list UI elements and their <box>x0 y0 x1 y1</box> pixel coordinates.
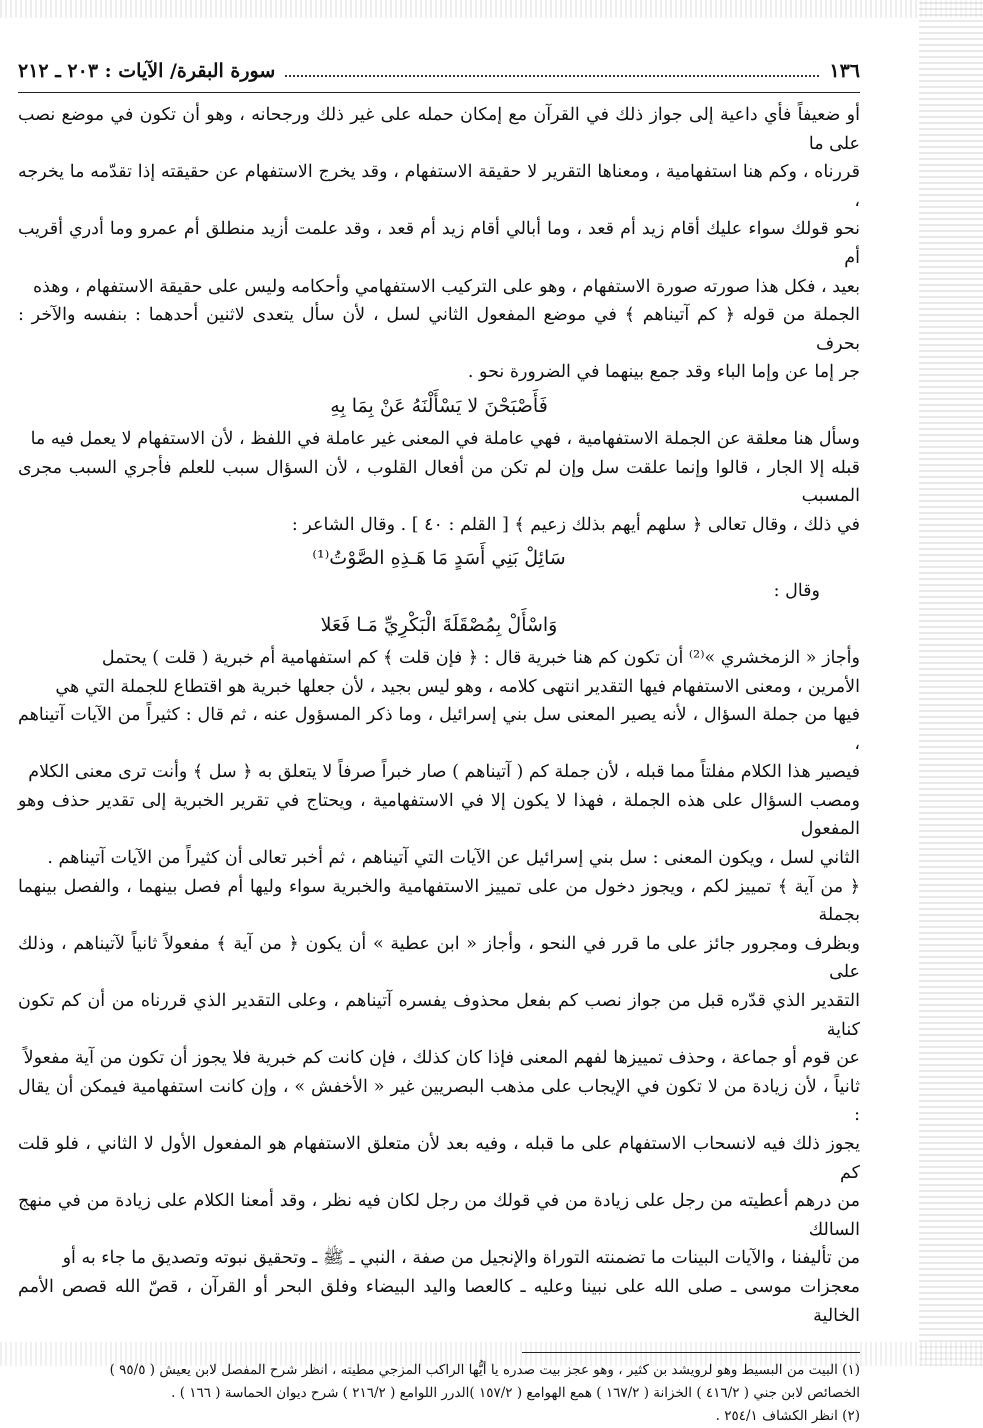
text-line: الجملة من قوله ﴿ كم آتيناهم ﴾ في موضع المفعول الثاني لسل ، لأن سأل يتعدى لاثنين أحدهما : بنفسه والآخر : بحرف <box>18 305 860 354</box>
body-paragraph-1 <box>18 101 860 387</box>
text-line: التقدير الذي قدّره قبل من جواز نصب كم بفعل محذوف يفسره آتيناهم ، وعلى التقدير الذي قررناه من أن كم تكون كناية <box>18 991 860 1040</box>
running-header <box>18 56 860 93</box>
text-line: وبظرف ومجرور جائز على ما قرر في النحو ، وأجاز « ابن عطية » أن يكون ﴿ من آية ﴾ مفعولاً ثانياً لآتيناهم ، وذلك على <box>18 933 860 983</box>
text-line: بعيد ، فكل هذا صورته صورة الاستفهام ، وهو على التركيب الاستفهامي وأحكامه وليس على حقيقة الاستفهام ، وهذه <box>32 276 860 297</box>
wa-qala-line: وقال : <box>773 581 820 602</box>
text-line: أو ضعيفاً فأي داعية إلى جواز ذلك في القرآن مع إمكان حمله على غير ذلك ورجحانه ، وهو أن تكون في موضع نصب على ما <box>18 105 860 154</box>
text-line: يجوز ذلك فيه لانسحاب الاستفهام على ما قبله ، وفيه بعد لأن متعلق الاستفهام هو المفعول الأول لا الثاني ، فلو قلت كم <box>18 1134 860 1183</box>
text-line: ثانياً ، لأن زيادة من لا تكون في الإيجاب على مذهب البصريين غير « الأخفش » ، وإن كانت استفهامية فيمكن أن يقال : <box>18 1076 860 1126</box>
text-line: قبله إلا الجار ، قالوا وإنما علقت سل وإن لم تكن من أفعال القلوب ، لأن السؤال سبب للعلم فأجري السبب مجرى المسبب <box>18 457 860 507</box>
text-line: معجزات موسى ـ صلى الله على نبينا وعليه ـ كالعصا واليد البيضاء وفلق البحر أو القرآن ، قصّ الله قصص الأمم الخالية <box>18 1276 860 1326</box>
text-line: في ذلك ، وقال تعالى ﴿ سلهم أيهم بذلك زعيم ﴾ [ القلم : ٤٠ ] . وقال الشاعر : <box>291 514 860 535</box>
text-line: جر إما عن وإما الباء وقد جمع بينهما في الضرورة نحو . <box>467 362 860 383</box>
text-line: الأمرين ، ومعنى الاستفهام فيها التقدير انتهى كلامه ، وهو ليس بجيد ، لأن جعلها خبرية هو اقتطاع للجملة التي هي <box>55 676 860 697</box>
text-line: من تأليفنا ، والآيات البينات ما تضمنته التوراة والإنجيل من صفة ، النبي ـ ﷺ ـ وتحقيق نبوته وتصديق ما جاء به أو <box>62 1248 860 1269</box>
text-line: من درهم أعطيته من رجل على زيادة من في قولك من رجل لكان فيه نظر ، وقد أمعنا الكلام على زيادة من في منهج السالك <box>18 1191 860 1240</box>
page-number: ١٣٦ <box>829 60 860 82</box>
text-line: الثاني لسل ، ويكون المعنى : سل بني إسرائيل عن الآيات التي آتيناهم ، ثم أخبر تعالى أن كثيراً من الآيات آتيناهم . <box>47 848 860 869</box>
footnote-line: (٢) انظر الكشاف ٢٥٤/١ . <box>715 1408 860 1425</box>
scan-edge-right <box>919 0 983 1366</box>
scan-edge-top <box>0 0 983 18</box>
text-line: ومصب السؤال على هذه الجملة ، فهذا لا يكون إلا في الاستفهامية ، ويحتاج في تقرير الخبرية إلى تقدير حذف وهو المفعول <box>18 790 860 840</box>
poetry-verse-2: سَائِلْ بَنِي أَسَدٍ مَا هَـذِهِ الصَّوْتُ⁽¹⁾ <box>312 547 566 570</box>
footnote-separator <box>522 1352 860 1353</box>
header-dot-leader <box>285 65 819 77</box>
body-paragraph-2 <box>18 425 860 539</box>
footnote-line: (١) البيت من البسيط وهو لرويشد بن كثير ، وهو عجز بيت صدره يا أيُّها الراكب المزجي مطيته ، انظر شرح المفصل لابن يعيش ( ٩٥/٥ ) <box>109 1362 860 1379</box>
text-line: نحو قولك سواء عليك أقام زيد أم قعد ، وما أبالي أقام زيد أم قعد ، وقد علمت أزيد منطلق أم عمرو وما أدري أقريب أم <box>18 219 860 268</box>
poetry-verse-1: فَأَصْبَحْنَ لا يَسْأَلْنَهُ عَنْ بِمَا بِهِ <box>330 394 548 417</box>
poetry-verse-3: وَاسْأَلْ بِمُصْقَلَةَ الْبَكْرِيِّ مَـا فَعَلا <box>320 613 558 636</box>
text-line: وأجاز « الزمخشري »⁽²⁾ أن تكون كم هنا خبرية قال : ﴿ فإن قلت ﴾ كم استفهامية أم خبرية ( قلت ) يحتمل <box>101 647 860 668</box>
footnotes <box>18 1359 860 1428</box>
text-line: ﴿ من آية ﴾ تمييز لكم ، ويجوز دخول من على تمييز الاستفهامية والخبرية سواء وليها أم فصل بينهما ، والفصل بينهما بجملة <box>18 876 860 926</box>
body-paragraph-3 <box>18 644 860 1330</box>
text-line: عن قوم أو جماعة ، وحذف تمييزها لفهم المعنى فإذا كان كذلك ، فإن كانت كم خبرية فلا يجوز أن تكون من آية مفعولاً <box>23 1048 860 1069</box>
text-line: فيها من جملة السؤال ، لأنه يصير المعنى سل بني إسرائيل ، وما ذكر المسؤول عنه ، ثم قال : كثيراً من الآيات آتيناهم ، <box>18 705 860 754</box>
text-line: قررناه ، وكم هنا استفهامية ، ومعناها التقرير لا حقيقة الاستفهام ، وقد يخرج الاستفهام عن حقيقته إذا تقدّمه ما يخرجه ، <box>18 162 860 211</box>
book-page <box>18 56 860 1428</box>
footnote-line: الخصائص لابن جني ( ٤١٦/٢ ) الخزانة ( ١٦٧/٢ ) همع الهوامع ( ١٥٧/٢ )الدرر اللوامع ( ٢١٦/٢ ) شرح ديوان الحماسة ( ١٦٦ ) . <box>171 1385 860 1402</box>
text-line: فيصير هذا الكلام مفلتاً مما قبله ، لأن جملة كم ( آتيناهم ) صار خبراً صرفاً لا يتعلق به ﴿ سل ﴾ وأنت ترى معنى الكلام <box>28 762 860 783</box>
text-line: وسأل هنا معلقة عن الجملة الاستفهامية ، فهي عاملة في المعنى غير عاملة في اللفظ ، لأن الاستفهام لا يعمل فيه ما <box>30 428 860 449</box>
chapter-title: سورة البقرة/ الآيات : ٢٠٣ ـ ٢١٢ <box>18 60 276 82</box>
